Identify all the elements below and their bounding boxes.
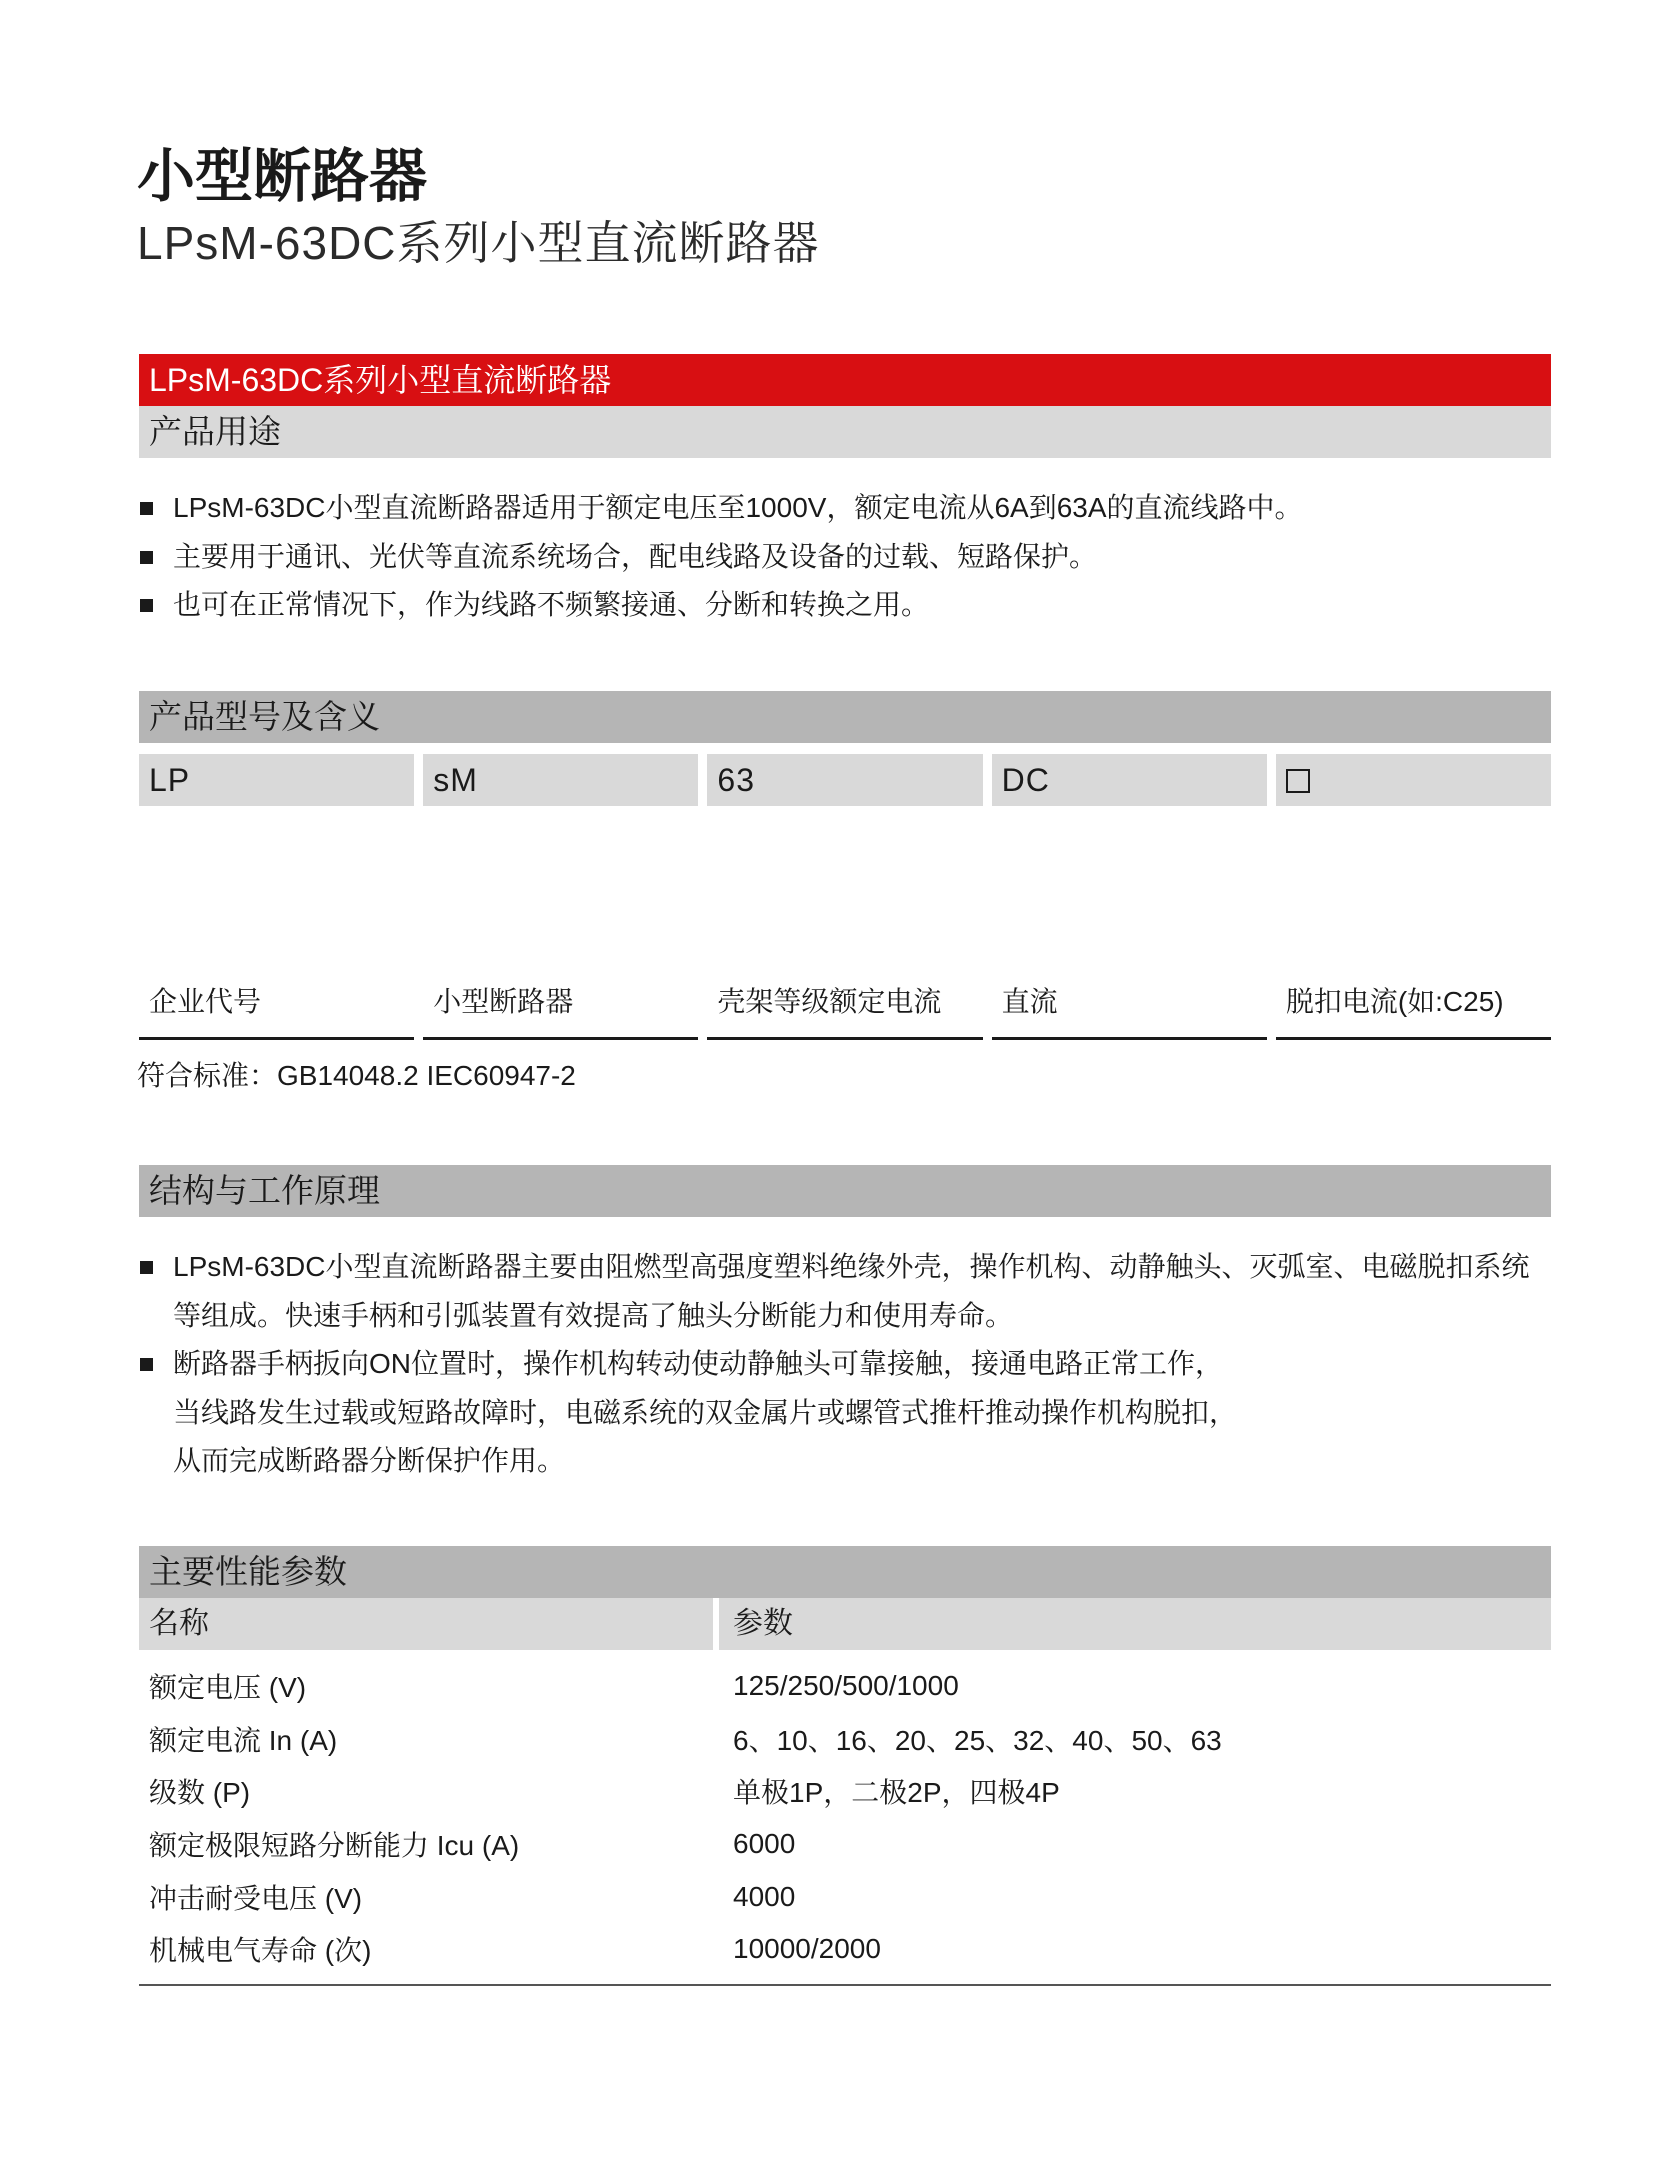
bullet-square-icon: [140, 1261, 153, 1274]
standards-note: 符合标准：GB14048.2 IEC60947-2: [137, 1060, 576, 1091]
meaning-mcb: 小型断路器: [423, 976, 698, 1040]
param-value: 单极1P，二极2P，四极4P: [733, 1777, 1060, 1809]
usage-text-3: 也可在正常情况下，作为线路不频繁接通、分断和转换之用。: [173, 589, 930, 620]
param-name: 冲击耐受电压 (V): [149, 1882, 363, 1914]
param-value: 6、10、16、20、25、32、40、50、63: [733, 1724, 1222, 1756]
param-name: 额定电压 (V): [149, 1672, 307, 1704]
params-table-header: [139, 1598, 1551, 1650]
structure-text-1a: LPsM-63DC小型直流断路器主要由阻燃型高强度塑料绝缘外壳，操作机构、动静触头、灭弧室、电磁脱扣系统: [173, 1251, 1530, 1282]
meaning-enterprise-code: 企业代号: [139, 976, 414, 1040]
product-banner: LPsM-63DC系列小型直流断路器: [139, 354, 1551, 406]
model-code-placeholder: [1276, 754, 1551, 806]
table-row: [139, 1818, 1551, 1871]
bullet-square-icon: [140, 599, 153, 612]
param-value: 10000/2000: [733, 1933, 881, 1965]
structure-text-2b: 当线路发生过载或短路故障时，电磁系统的双金属片或螺管式推杆推动操作机构脱扣，: [173, 1396, 1238, 1428]
structure-text-1b: 等组成。快速手柄和引弧装置有效提高了触头分断能力和使用寿命。: [173, 1299, 1014, 1331]
param-value: 6000: [733, 1828, 796, 1860]
list-item: [137, 533, 1557, 582]
table-row: [139, 1923, 1551, 1976]
param-name: 机械电气寿命 (次): [149, 1935, 372, 1967]
table-row: [139, 1713, 1551, 1766]
column-header-value: 参数: [719, 1598, 1551, 1650]
meaning-dc: 直流: [992, 976, 1267, 1040]
page-subtitle: LPsM-63DC系列小型直流断路器: [137, 217, 820, 269]
param-value: 125/250/500/1000: [733, 1670, 959, 1702]
model-code-sm: sM: [423, 754, 698, 806]
page-title: 小型断路器: [137, 144, 428, 209]
model-code-63: 63: [707, 754, 982, 806]
model-meaning-row: [139, 976, 1551, 1040]
param-value: 4000: [733, 1880, 796, 1912]
model-code-row: [139, 754, 1551, 806]
list-item: [137, 484, 1557, 533]
param-name: 额定电流 In (A): [149, 1724, 338, 1756]
bullet-square-icon: [140, 1358, 153, 1371]
table-row: [139, 1870, 1551, 1923]
structure-list: [137, 1243, 1557, 1486]
meaning-frame-current: 壳架等级额定电流: [707, 976, 982, 1040]
params-heading: 主要性能参数: [139, 1546, 1551, 1598]
model-code-dc: DC: [992, 754, 1267, 806]
bullet-square-icon: [140, 551, 153, 564]
usage-list: [137, 484, 1557, 630]
model-code-lp: LP: [139, 754, 414, 806]
table-bottom-rule: [139, 1984, 1551, 1986]
param-name: 级数 (P): [149, 1777, 251, 1809]
param-name: 额定极限短路分断能力 Icu (A): [149, 1830, 520, 1862]
column-header-name: 名称: [139, 1598, 713, 1650]
usage-text-2: 主要用于通讯、光伏等直流系统场合，配电线路及设备的过载、短路保护。: [173, 540, 1098, 572]
list-item: [137, 1340, 1557, 1486]
structure-text-2c: 从而完成断路器分断保护作用。: [173, 1445, 566, 1476]
usage-heading: 产品用途: [139, 406, 1551, 458]
meaning-trip-current: 脱扣电流(如:C25): [1276, 976, 1551, 1040]
empty-box-icon: [1286, 769, 1310, 793]
model-heading: 产品型号及含义: [139, 691, 1551, 743]
usage-text-1: LPsM-63DC小型直流断路器适用于额定电压至1000V，额定电流从6A到63A的直流线路中。: [173, 492, 1303, 523]
structure-text-2a: 断路器手柄扳向ON位置时，操作机构转动使动静触头可靠接触，接通电路正常工作，: [173, 1348, 1224, 1379]
table-row: [139, 1765, 1551, 1818]
table-row: [139, 1660, 1551, 1713]
list-item: [137, 1243, 1557, 1340]
structure-heading: 结构与工作原理: [139, 1165, 1551, 1217]
params-table-body: [139, 1660, 1551, 1976]
list-item: [137, 581, 1557, 630]
bullet-square-icon: [140, 502, 153, 515]
